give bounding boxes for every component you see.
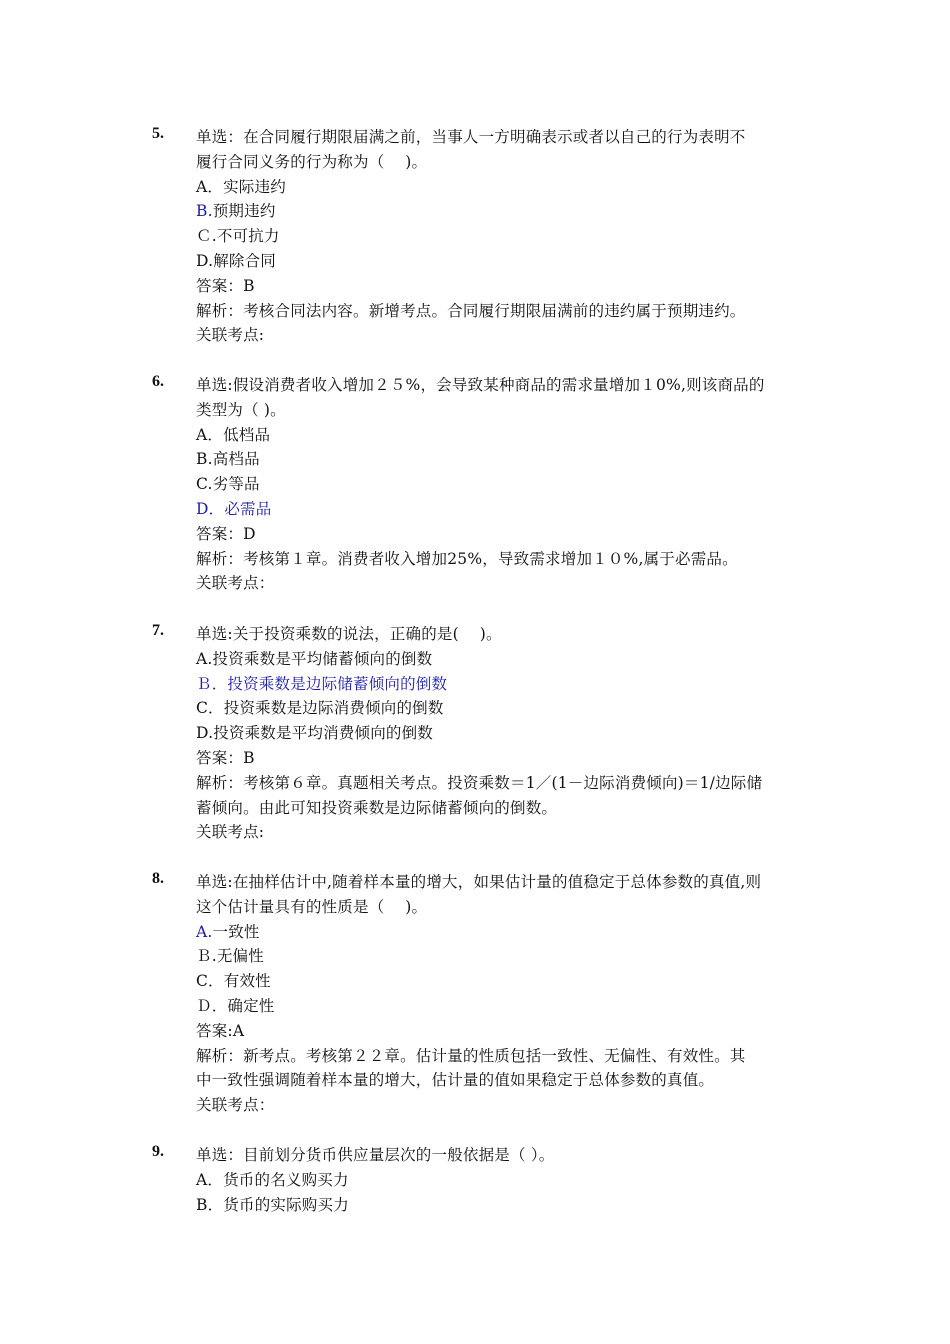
- option-prefix: Ｂ．: [196, 674, 228, 693]
- option-prefix: B．: [196, 1195, 224, 1214]
- question-stem-line: 单选：在合同履行期限届满之前，当事人一方明确表示或者以自己的行为表明不: [196, 128, 746, 146]
- related-points: 关联考点:: [196, 823, 265, 842]
- question-number: 5.: [152, 125, 164, 142]
- question-body: [196, 125, 806, 348]
- option-text: 货币的实际购买力: [223, 1195, 349, 1214]
- option-prefix: A．: [196, 1170, 224, 1189]
- option-text: 投资乘数是平均消费倾向的倒数: [213, 724, 434, 743]
- analysis-line: 解析：新考点。考核第２２章。估计量的性质包括一致性、无偏性、有效性。其: [196, 1046, 746, 1065]
- option-prefix: Ｃ.: [196, 227, 217, 246]
- option-text: 必需品: [224, 499, 272, 518]
- option-text: 货币的名义购买力: [223, 1170, 349, 1189]
- analysis-line: 中一致性强调随着样本量的增大，估计量的值如果稳定于总体参数的真值。: [196, 1071, 715, 1090]
- option-prefix: D．: [196, 499, 225, 518]
- question-number: 9.: [152, 1143, 164, 1160]
- option-prefix: C．: [196, 972, 224, 991]
- related-points: 关联考点：: [196, 1096, 275, 1115]
- option-prefix: B.: [196, 202, 213, 221]
- option-text: 一致性: [212, 922, 260, 941]
- question-body: [196, 373, 806, 596]
- option-text: 投资乘数是边际储蓄倾向的倒数: [227, 674, 448, 693]
- question-stem-line: 类型为（ )。: [196, 400, 286, 419]
- option-text: 无偏性: [216, 947, 264, 966]
- answer: 答案：B: [196, 276, 255, 295]
- question-stem-line: 单选:在抽样估计中,随着样本量的增大，如果估计量的值稳定于总体参数的真值,则: [196, 873, 762, 891]
- option-prefix: A.: [196, 922, 213, 941]
- question-number: 7.: [152, 622, 164, 639]
- option-d: [196, 721, 806, 746]
- option-text: 有效性: [223, 972, 271, 991]
- option-text: 解除合同: [213, 251, 277, 270]
- question-number: 6.: [152, 373, 164, 390]
- option-prefix: Ｄ．: [196, 996, 228, 1015]
- option-c: [196, 969, 806, 994]
- related-points: 关联考点：: [196, 574, 275, 593]
- option-b: [196, 1193, 806, 1218]
- option-prefix: A.: [196, 649, 213, 668]
- option-text: 实际违约: [223, 177, 286, 196]
- question-stem-line: 履行合同义务的行为称为（ )。: [196, 152, 428, 171]
- question-body: [196, 870, 806, 1118]
- question-stem-line: 单选:假设消费者收入增加２５%，会导致某种商品的需求量增加１0%,则该商品的: [196, 376, 765, 394]
- option-b: [196, 447, 806, 472]
- related-points: 关联考点:: [196, 326, 265, 345]
- answer: 答案:A: [196, 1021, 245, 1040]
- analysis-line: 解析：考核合同法内容。新增考点。合同履行期限届满前的违约属于预期违约。: [196, 301, 746, 320]
- option-d: [196, 994, 806, 1019]
- option-text: 低档品: [223, 425, 271, 444]
- option-prefix: B.: [196, 450, 213, 469]
- option-a: [196, 423, 806, 448]
- option-prefix: A．: [196, 177, 224, 196]
- option-b: [196, 672, 806, 697]
- option-a: [196, 920, 806, 945]
- option-prefix: Ｂ.: [196, 947, 217, 966]
- option-d: [196, 497, 806, 522]
- option-prefix: C．: [196, 699, 224, 718]
- option-a: [196, 647, 806, 672]
- option-text: 高档品: [212, 450, 260, 469]
- option-text: 预期违约: [212, 202, 276, 221]
- analysis-line: 蓄倾向。由此可知投资乘数是边际储蓄倾向的倒数。: [196, 798, 558, 817]
- answer: 答案：D: [196, 524, 256, 543]
- option-prefix: D.: [196, 724, 214, 743]
- option-b: [196, 199, 806, 224]
- option-b: [196, 944, 806, 969]
- option-prefix: D.: [196, 251, 214, 270]
- option-c: [196, 224, 806, 249]
- question-number: 8.: [152, 870, 164, 887]
- option-c: [196, 472, 806, 497]
- option-text: 确定性: [227, 996, 275, 1015]
- option-a: [196, 1168, 806, 1193]
- option-prefix: C.: [196, 475, 213, 494]
- option-c: [196, 696, 806, 721]
- question-stem-line: 这个估计量具有的性质是（ )。: [196, 897, 428, 916]
- option-text: 劣等品: [212, 475, 260, 494]
- question-stem-line: 单选:关于投资乘数的说法，正确的是( )。: [196, 625, 502, 643]
- option-a: [196, 175, 806, 200]
- option-text: 投资乘数是平均储蓄倾向的倒数: [212, 649, 433, 668]
- option-text: 投资乘数是边际消费倾向的倒数: [223, 699, 444, 718]
- option-text: 不可抗力: [216, 227, 280, 246]
- answer: 答案：B: [196, 748, 255, 767]
- option-prefix: A．: [196, 425, 224, 444]
- option-d: [196, 249, 806, 274]
- question-body: [196, 1143, 806, 1217]
- question-stem-line: 单选：目前划分货币供应量层次的一般依据是（ ）。: [196, 1146, 555, 1164]
- analysis-line: 解析：考核第１章。消费者收入增加25%，导致需求增加１０%,属于必需品。: [196, 549, 738, 568]
- analysis-line: 解析：考核第６章。真题相关考点。投资乘数＝1／(1－边际消费倾向)＝1/边际储: [196, 773, 763, 792]
- question-body: [196, 622, 806, 845]
